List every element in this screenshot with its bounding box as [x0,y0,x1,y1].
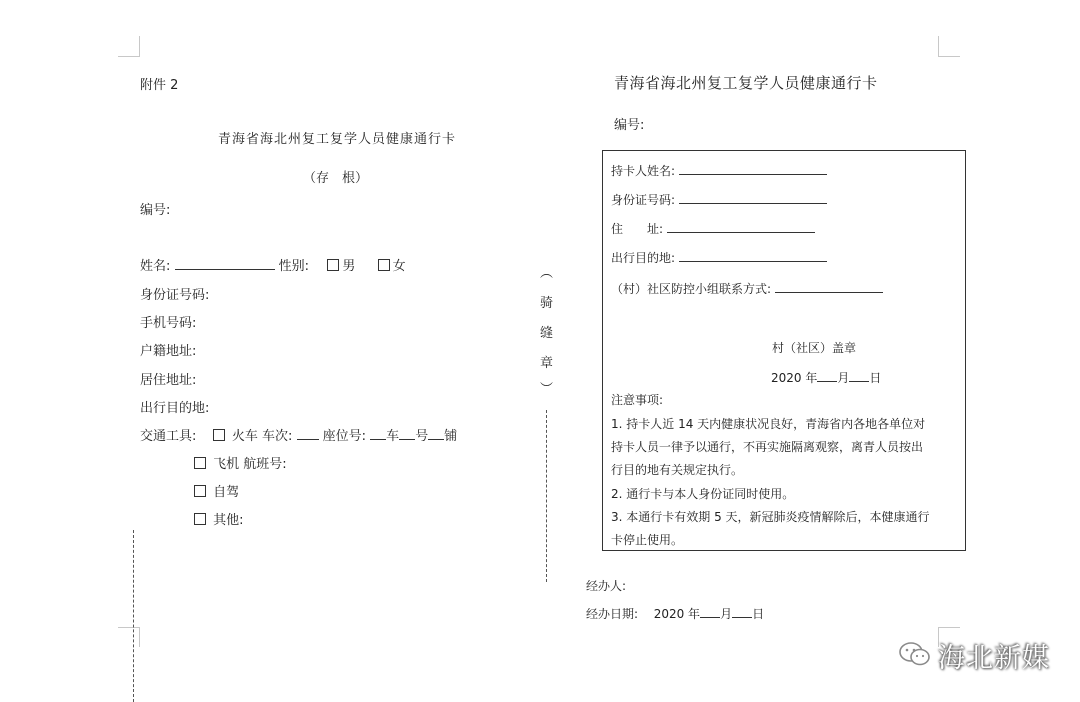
destination-label: 出行目的地: [140,401,210,416]
addr-label-a: 住 [611,222,624,236]
plane-row [194,453,287,472]
card-destination-row [611,249,827,266]
crop-mark [118,56,140,57]
notes-title: 注意事项: [611,393,664,407]
handle-date-row [586,605,764,622]
residence-label: 居住地址: [140,373,197,388]
card-title: 青海省海北州复工复学人员健康通行卡 [614,74,878,92]
plane-label: 飞机 [213,457,240,472]
handle-month: 月 [720,607,733,621]
card-destination-label: 出行目的地: [611,251,676,265]
transport-row [140,425,457,444]
stamp-day-field[interactable] [849,369,869,382]
note1-line1: 1. 持卡人近 14 天内健康状况良好，青海省内各地各单位对 [611,417,926,431]
seal-bracket-open: ︵ [540,266,554,281]
card-id-row [611,191,827,208]
car-field[interactable] [370,427,386,440]
seal-char-3: 章 [540,356,554,371]
contact-field[interactable] [775,280,883,293]
stamp-label: 村（社区）盖章 [772,341,857,355]
gender-label: 性别: [278,259,310,274]
holder-field[interactable] [679,162,827,175]
wechat-icon [898,640,932,668]
num-label: 号 [415,429,429,444]
addr-field[interactable] [667,220,815,233]
berth-label: 铺 [444,429,458,444]
other-label: 其他: [213,513,244,528]
card-destination-field[interactable] [679,249,827,262]
seal-cut-line [546,410,547,582]
contact-row [611,280,883,297]
watermark-text: 海北新媒 [938,643,1050,674]
note3-line1: 3. 本通行卡有效期 5 天，新冠肺炎疫情解除后，本健康通行 [611,510,930,524]
crop-mark [938,627,960,628]
flight-label: 航班号: [243,457,287,472]
handle-date-label: 经办日期: [586,607,639,621]
handle-year: 2020 年 [653,607,701,621]
seal-char-2: 缝 [540,326,554,341]
crop-mark [139,627,140,647]
selfdrive-checkbox[interactable] [194,485,206,497]
train-no-label: 车次: [261,429,293,444]
female-label: 女 [392,259,406,274]
card-id-field[interactable] [679,191,827,204]
seal-bracket-close: ︶ [540,382,554,397]
train-checkbox[interactable] [213,429,225,441]
stamp-year: 2020 年 [771,371,818,385]
phone-label: 手机号码: [140,316,197,331]
hukou-label: 户籍地址: [140,344,197,359]
addr-row [611,220,815,237]
selfdrive-row [194,481,239,500]
contact-label: （村）社区防控小组联系方式: [611,282,772,296]
stub-name-row [140,255,406,274]
note3-line2: 卡停止使用。 [611,533,684,547]
num-field[interactable] [399,427,415,440]
other-row [194,509,244,528]
name-label: 姓名: [140,259,171,274]
stub-title: 青海省海北州复工复学人员健康通行卡 [218,132,457,147]
handle-day-field[interactable] [732,605,752,618]
transport-label: 交通工具: [140,429,197,444]
selfdrive-label: 自驾 [213,485,240,500]
seat-label: 座位号: [322,429,367,444]
female-checkbox[interactable] [378,259,390,271]
handle-month-field[interactable] [700,605,720,618]
stamp-month-field[interactable] [817,369,837,382]
attachment-label: 附件 2 [140,78,179,93]
card-number-label: 编号: [614,118,645,133]
stamp-date [771,369,881,386]
addr-label-b: 址: [647,222,664,236]
other-checkbox[interactable] [194,513,206,525]
crop-mark [139,36,140,56]
note1-line3: 行目的地有关规定执行。 [611,463,744,477]
crop-mark [938,56,960,57]
stamp-day: 日 [869,371,882,385]
note2: 2. 通行卡与本人身份证同时使用。 [611,487,795,501]
name-field[interactable] [175,257,275,270]
seal-char-1: 骑 [540,296,554,311]
stub-number-label: 编号: [140,203,171,218]
stamp-month: 月 [837,371,850,385]
crop-mark [938,36,939,56]
holder-row [611,162,827,179]
handle-day: 日 [752,607,765,621]
car-label: 车 [386,429,400,444]
plane-checkbox[interactable] [194,457,206,469]
train-no-field[interactable] [297,427,319,440]
note1-line2: 持卡人员一律予以通行，不再实施隔离观察，离青人员按出 [611,440,924,454]
card-id-label: 身份证号码: [611,193,676,207]
crop-mark [118,627,140,628]
stub-subtitle: （存 根） [303,171,369,186]
train-label: 火车 [231,429,258,444]
holder-label: 持卡人姓名: [611,164,676,178]
handler-label: 经办人: [586,579,627,593]
id-label: 身份证号码: [140,288,210,303]
cut-line [133,530,134,702]
berth-field[interactable] [428,427,444,440]
male-checkbox[interactable] [327,259,339,271]
male-label: 男 [342,259,356,274]
